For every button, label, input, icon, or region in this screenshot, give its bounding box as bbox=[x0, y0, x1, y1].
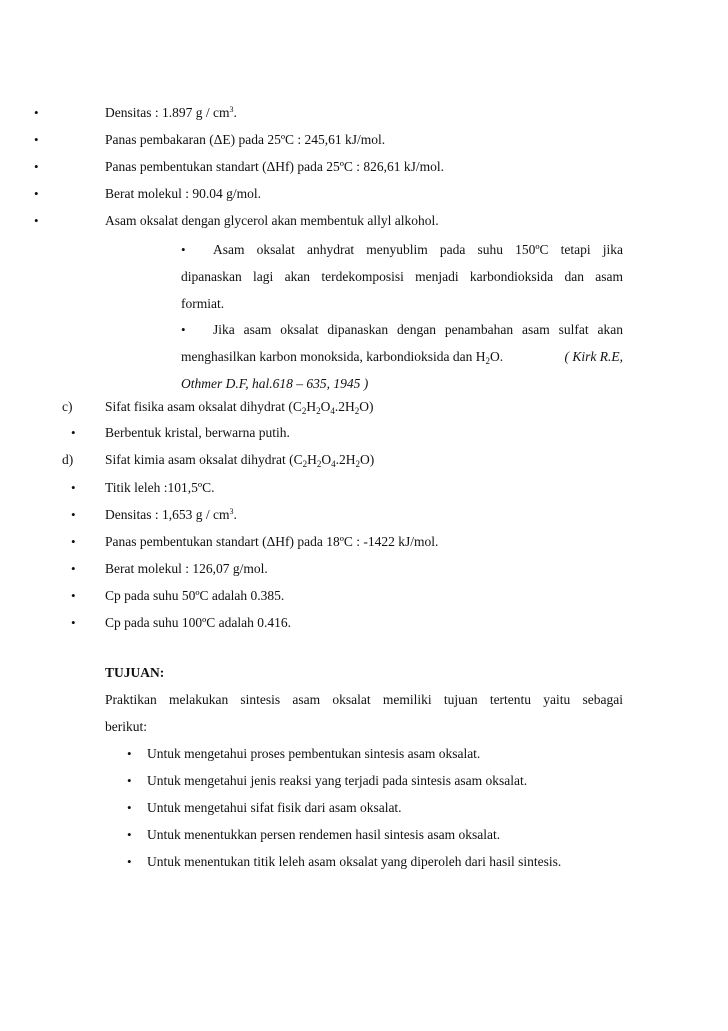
text-part: H bbox=[306, 399, 317, 414]
text-part: O) bbox=[359, 452, 375, 467]
section-marker-c: c) bbox=[62, 399, 73, 414]
subscript: 2 bbox=[316, 459, 322, 469]
bullet-icon bbox=[127, 826, 132, 844]
bullet-icon bbox=[127, 799, 132, 817]
subscript: 2 bbox=[485, 356, 490, 366]
property-cp-100: Cp pada suhu 100ºC adalah 0.416. bbox=[105, 615, 292, 630]
bullet-icon bbox=[34, 104, 39, 122]
subscript: 2 bbox=[302, 459, 308, 469]
text-part: menghasilkan karbon monoksida, karbondioksida dan H bbox=[181, 349, 486, 364]
property-titik-leleh: Titik leleh :101,5ºC. bbox=[105, 480, 215, 495]
bullet-icon bbox=[34, 212, 39, 230]
bullet-icon bbox=[127, 772, 132, 790]
property-panas-pembentukan: Panas pembentukan standart (ΔHf) pada 25ºC : 826,61 kJ/mol. bbox=[105, 159, 445, 174]
superscript: 3 bbox=[229, 105, 234, 114]
bullet-icon bbox=[71, 533, 76, 551]
property-kristal: Berbentuk kristal, berwarna putih. bbox=[105, 425, 290, 440]
tujuan-list-item: Untuk mengetahui proses pembentukan sintesis asam oksalat. bbox=[147, 746, 481, 761]
sub-item-asam-sulfat-line1: Jika asam oksalat dipanaskan dengan penambahan asam sulfat akan bbox=[213, 322, 623, 337]
tujuan-list-item: Untuk menentukkan persen rendemen hasil sintesis asam oksalat. bbox=[147, 827, 501, 842]
bullet-icon bbox=[71, 479, 76, 497]
text-part: O) bbox=[359, 399, 374, 414]
text-part: O bbox=[320, 399, 331, 414]
property-densitas-dihydrat bbox=[105, 506, 237, 524]
property-text-end: . bbox=[233, 105, 237, 120]
text-part: .2H bbox=[335, 452, 356, 467]
tujuan-list-item: Untuk menentukan titik leleh asam oksalat yang diperoleh dari hasil sintesis. bbox=[147, 854, 562, 869]
bullet-icon bbox=[181, 321, 186, 339]
citation: ( Kirk R.E, bbox=[564, 349, 623, 364]
property-berat-molekul: Berat molekul : 90.04 g/mol. bbox=[105, 186, 261, 201]
bullet-icon bbox=[181, 241, 186, 259]
text-part: O. bbox=[489, 349, 504, 364]
bullet-icon bbox=[127, 745, 132, 763]
subscript: 2 bbox=[316, 406, 321, 416]
text-part: . bbox=[233, 507, 237, 522]
text-part: .2H bbox=[334, 399, 355, 414]
subscript: 4 bbox=[330, 406, 335, 416]
sub-item-anhydrat-line3: formiat. bbox=[181, 296, 225, 311]
text-part: Densitas : 1,653 g / cm bbox=[105, 507, 230, 522]
sub-item-text bbox=[181, 348, 503, 366]
superscript: 3 bbox=[229, 507, 234, 516]
bullet-icon bbox=[71, 506, 76, 524]
bullet-icon bbox=[127, 853, 132, 871]
sub-item-anhydrat-line1: Asam oksalat anhydrat menyublim pada suhu 150ºC tetapi jika bbox=[213, 242, 623, 257]
section-marker-d: d) bbox=[62, 452, 74, 467]
subscript: 2 bbox=[354, 406, 360, 416]
section-heading-sifat-fisika bbox=[105, 398, 373, 416]
sub-item-asam-sulfat-line2 bbox=[181, 348, 623, 366]
bullet-icon bbox=[34, 158, 39, 176]
tujuan-paragraph-line1: Praktikan melakukan sintesis asam oksalat memiliki tujuan tertentu yaitu sebagai bbox=[105, 692, 623, 707]
property-text: Densitas : 1.897 g / cm bbox=[105, 105, 230, 120]
sub-item-anhydrat-line2: dipanaskan lagi akan terdekomposisi menjadi karbondioksida dan asam bbox=[181, 269, 623, 284]
tujuan-heading: TUJUAN: bbox=[105, 665, 165, 680]
bullet-icon bbox=[34, 131, 39, 149]
bullet-icon bbox=[71, 424, 76, 442]
subscript: 4 bbox=[331, 459, 336, 469]
property-cp-50: Cp pada suhu 50ºC adalah 0.385. bbox=[105, 588, 285, 603]
section-heading-sifat-kimia bbox=[105, 451, 374, 469]
property-berat-molekul-dihydrat: Berat molekul : 126,07 g/mol. bbox=[105, 561, 268, 576]
tujuan-list-item: Untuk mengetahui jenis reaksi yang terjadi pada sintesis asam oksalat. bbox=[147, 773, 528, 788]
text-part: H bbox=[307, 452, 317, 467]
subscript: 2 bbox=[355, 459, 360, 469]
text-part: Sifat fisika asam oksalat dihydrat (C bbox=[105, 399, 302, 414]
property-densitas bbox=[105, 104, 237, 122]
bullet-icon bbox=[71, 587, 76, 605]
text-part: Sifat kimia asam oksalat dihydrat (C bbox=[105, 452, 303, 467]
text-part: O bbox=[321, 452, 332, 467]
property-panas-pembentukan-dihydrat: Panas pembentukan standart (ΔHf) pada 18ºC : -1422 kJ/mol. bbox=[105, 534, 439, 549]
tujuan-paragraph-line2: berikut: bbox=[105, 719, 147, 734]
property-panas-pembakaran: Panas pembakaran (ΔE) pada 25ºC : 245,61 kJ/mol. bbox=[105, 132, 386, 147]
tujuan-list-item: Untuk mengetahui sifat fisik dari asam oksalat. bbox=[147, 800, 402, 815]
bullet-icon bbox=[71, 614, 76, 632]
citation-continued: Othmer D.F, hal.618 – 635, 1945 ) bbox=[181, 376, 369, 391]
property-glycerol: Asam oksalat dengan glycerol akan membentuk allyl alkohol. bbox=[105, 213, 439, 228]
subscript: 2 bbox=[301, 406, 307, 416]
bullet-icon bbox=[71, 560, 76, 578]
bullet-icon bbox=[34, 185, 39, 203]
